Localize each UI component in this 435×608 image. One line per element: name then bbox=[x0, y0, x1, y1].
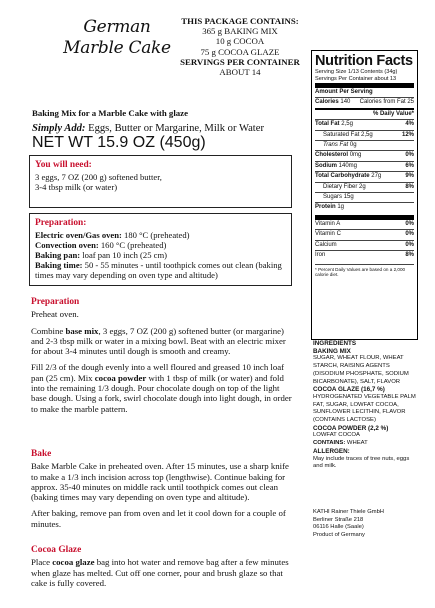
glaze-heading: Cocoa Glaze bbox=[31, 545, 82, 555]
servings-per-container: Servings Per Container about 13 bbox=[315, 76, 397, 82]
bake-heading: Bake bbox=[31, 449, 52, 459]
preparation-step: Preheat oven. bbox=[31, 309, 79, 320]
amount-per-serving: Amount Per Serving bbox=[315, 83, 414, 97]
glaze-section bbox=[31, 545, 293, 594]
nutrition-title: Nutrition Facts bbox=[315, 53, 413, 69]
nutrient-row: Sugars 15g bbox=[315, 192, 414, 202]
you-will-need-line: 3-4 tbsp milk (or water) bbox=[35, 182, 118, 192]
preparation-section bbox=[31, 297, 293, 420]
nutrient-row: Total Fat 2,5g 4% bbox=[315, 119, 414, 129]
nutrient-row: Sodium 140mg 6% bbox=[315, 161, 414, 171]
baking-mix-heading: BAKING MIX bbox=[313, 347, 351, 355]
preparation-box-heading: Preparation: bbox=[35, 218, 87, 228]
convection-value: 160 °C (preheated) bbox=[98, 240, 167, 250]
manufacturer-address bbox=[313, 509, 418, 539]
ingredients-heading: INGREDIENTS bbox=[313, 340, 357, 347]
nutrient-rows bbox=[315, 119, 414, 213]
product-subtitle: Baking Mix for a Marble Cake with glaze bbox=[32, 108, 188, 118]
product-title-line1: German bbox=[83, 17, 151, 37]
vitamin-row: Calcium 0% bbox=[315, 240, 414, 250]
you-will-need-heading: You will need: bbox=[35, 160, 92, 170]
servings-label: SERVINGS PER CONTAINER bbox=[180, 56, 300, 67]
manufacturer-line: KATHI Rainer Thiele GmbH bbox=[313, 509, 384, 515]
contains-line: CONTAINS: WHEAT bbox=[313, 440, 368, 447]
servings-value: ABOUT 14 bbox=[219, 67, 261, 78]
package-item: 10 g COCOA bbox=[215, 36, 265, 47]
simply-add-label: Simply Add: bbox=[32, 123, 86, 134]
preparation-step: Combine base mix, 3 eggs, 7 OZ (200 g) softened butter (or margarine) and 2-3 tbsp milk or water in a mixing bowl. Beat with an electric mixer for about 3-4 minutes until dough is smooth and creamy. bbox=[31, 325, 286, 357]
package-item: 75 g COCOA GLAZE bbox=[200, 46, 280, 57]
nutrient-row: Protein 1g bbox=[315, 202, 414, 212]
baking-pan-value: loaf pan 10 inch (25 cm) bbox=[80, 250, 168, 260]
package-heading: THIS PACKAGE CONTAINS: bbox=[181, 16, 299, 26]
serving-size: Serving Size 1/13 Contents (34g) bbox=[315, 69, 398, 75]
package-contents bbox=[160, 16, 320, 77]
nutrition-facts-panel bbox=[311, 50, 418, 340]
bake-step: Bake Marble Cake in preheated oven. After 15 minutes, use a sharp knife to make a 1/3 inch incision across top (lengthwise). Continue baking for approx. 35-40 minutes on middle rack until toothpick comes out clean (baking times may vary depending on oven type and altitude). bbox=[31, 461, 289, 503]
preparation-box bbox=[29, 213, 292, 286]
vitamin-row: Vitamin A 0% bbox=[315, 220, 414, 227]
baking-time-value: 50 - 55 minutes - until toothpick comes out clean (baking times may vary depending on oven type and altitude) bbox=[35, 260, 282, 280]
product-title-line2: Marble Cake bbox=[63, 38, 171, 58]
allergen-heading: ALLERGEN: bbox=[313, 447, 350, 455]
daily-value-header: % Daily Value* bbox=[315, 108, 414, 119]
allergen-text: May include traces of tree nuts, eggs and milk. bbox=[313, 455, 410, 470]
vitamin-row: Vitamin C 0% bbox=[315, 229, 414, 239]
bake-section bbox=[31, 449, 293, 535]
oven-temp-value: 180 °C (preheated) bbox=[121, 230, 190, 240]
ingredients-list bbox=[313, 340, 418, 471]
baking-mix-ingredients: SUGAR, WHEAT FLOUR, WHEAT STARCH, RAISING AGENTS (DISODIUM PHOSPHATE, SODIUM BICARBONATE), SALT, FLAVOR bbox=[313, 355, 409, 385]
vitamin-rows bbox=[315, 215, 414, 261]
calories-row: Calories 140 Calories from Fat 25 bbox=[315, 97, 414, 107]
you-will-need-line: 3 eggs, 7 OZ (200 g) softened butter, bbox=[35, 172, 162, 182]
cocoa-glaze-heading: COCOA GLAZE (16,7 %) bbox=[313, 386, 385, 394]
nutrient-row: Saturated Fat 2,5g 12% bbox=[315, 130, 414, 140]
package-item: 365 g BAKING MIX bbox=[202, 26, 278, 37]
preparation-step: Fill 2/3 of the dough evenly into a well floured and greased 10 inch loaf pan (25 cm). Mix cocoa powder with 1 tbsp of milk (or water) and fold into the remaining 1/3 dough. Pour chocolate dough on top of the light base dough. Using a fork, swirl chocolate dough into light dough, in order to make the marble pattern. bbox=[31, 362, 292, 414]
simply-add bbox=[32, 123, 264, 134]
manufacturer-line: 06116 Halle (Saale) bbox=[313, 524, 364, 531]
convection-label: Convection oven: bbox=[35, 240, 99, 250]
you-will-need-box bbox=[29, 155, 292, 208]
preparation-heading: Preparation bbox=[31, 297, 80, 307]
baking-time bbox=[35, 260, 286, 280]
cocoa-powder-heading: COCOA POWDER (2,2 %) bbox=[313, 424, 389, 432]
oven-temp-label: Electric oven/Gas oven: bbox=[35, 230, 122, 240]
nutrient-row: Dietary Fiber 2g 8% bbox=[315, 182, 414, 192]
baking-pan bbox=[35, 250, 286, 260]
manufacturer-line: Product of Germany bbox=[313, 531, 365, 538]
cocoa-glaze-ingredients: HYDROGENATED VEGETABLE PALM FAT, SUGAR, LOWFAT COCOA, SUNFLOWER LECITHIN, FLAVOR (CONTAINS LACTOSE) bbox=[313, 393, 416, 424]
manufacturer-line: Berliner Straße 218 bbox=[313, 516, 364, 523]
baking-time-label: Baking time: bbox=[35, 260, 83, 270]
simply-add-text: Eggs, Butter or Margarine, Milk or Water bbox=[85, 123, 264, 134]
vitamin-row: Iron 8% bbox=[315, 250, 414, 260]
baking-pan-label: Baking pan: bbox=[35, 250, 81, 260]
nutrient-row: Cholesterol 0mg 0% bbox=[315, 150, 414, 160]
glaze-step: Place cocoa glaze bag into hot water and remove bag after a few minutes when glaze has melted. Cut off one corner, pour and brush glaze so that cake is fully covered. bbox=[31, 557, 289, 588]
cocoa-powder-ingredients: LOWFAT COCOA bbox=[313, 432, 360, 439]
convection-temp bbox=[35, 240, 286, 250]
nutrient-row: Trans Fat 0g bbox=[315, 140, 414, 150]
nutrition-footnote: * Percent Daily Values are based on a 2,000 calorie diet. bbox=[315, 264, 414, 278]
oven-temp bbox=[35, 230, 286, 240]
net-weight: NET WT 15.9 OZ (450g) bbox=[32, 134, 206, 151]
nutrient-row: Total Carbohydrate 27g 9% bbox=[315, 171, 414, 181]
bake-step: After baking, remove pan from oven and let it cool down for a couple of minutes. bbox=[31, 508, 286, 529]
